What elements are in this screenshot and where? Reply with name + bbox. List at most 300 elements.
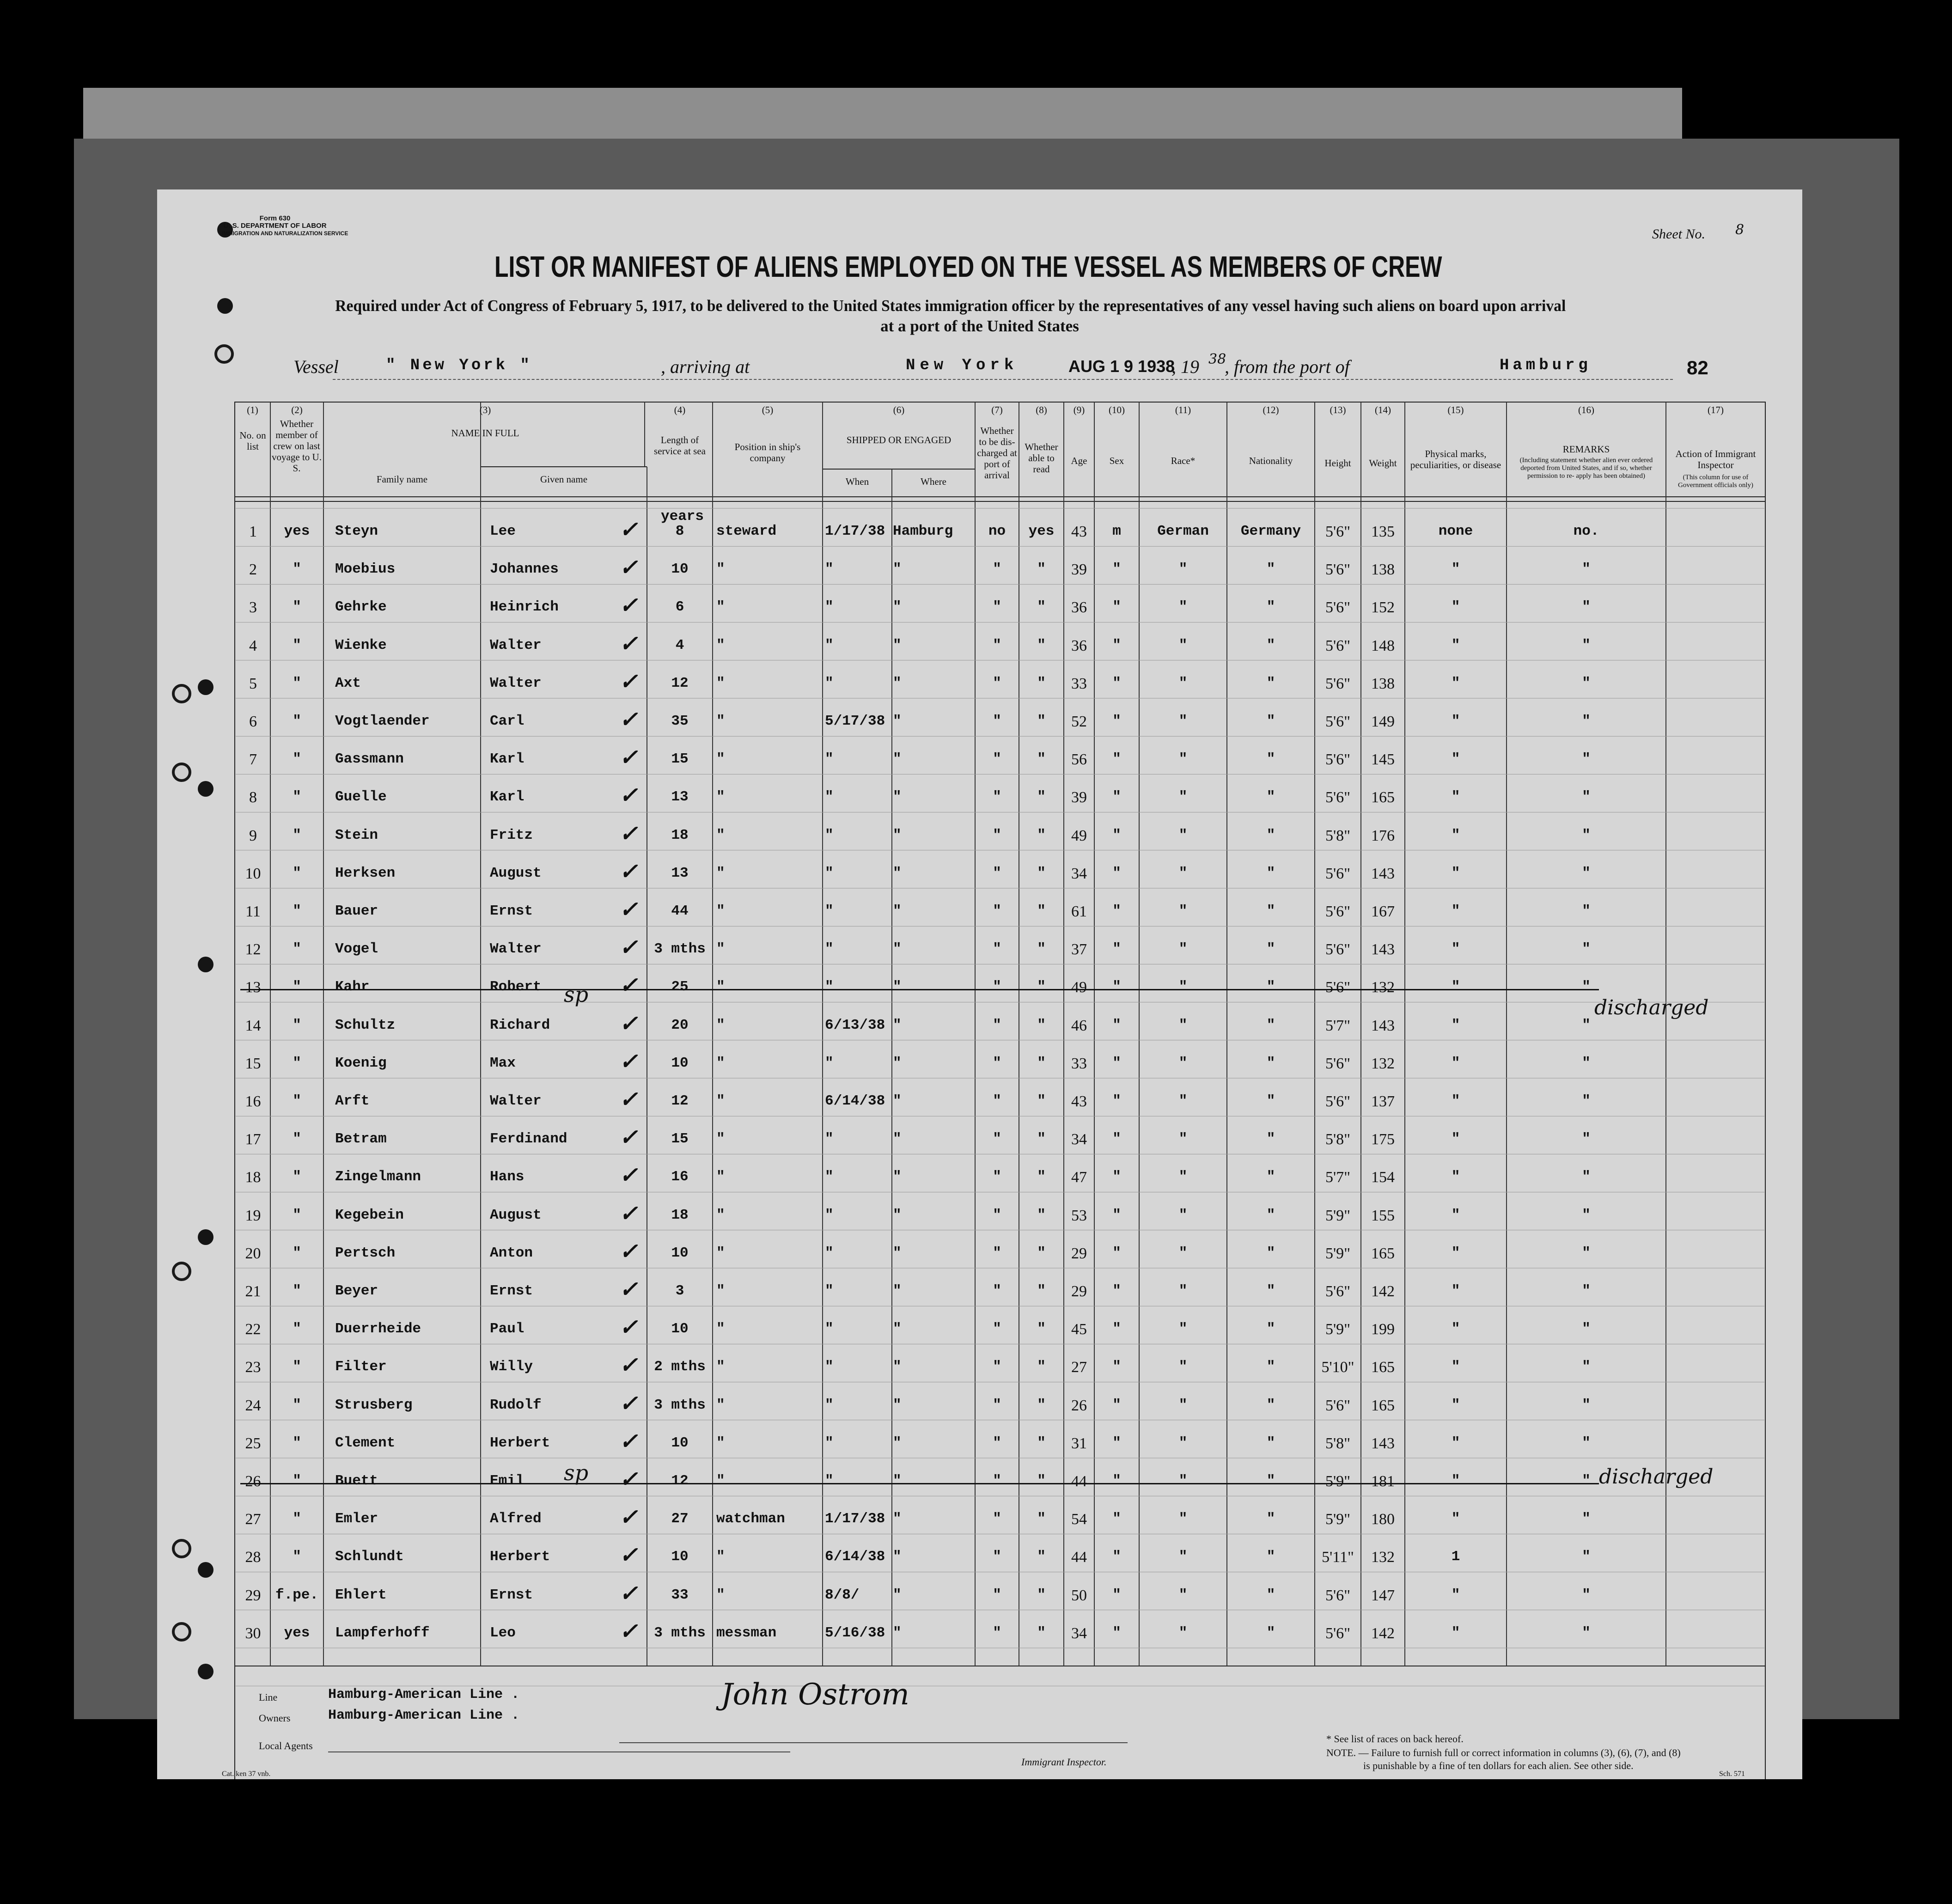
cell-marks: " xyxy=(1451,1321,1460,1337)
cell-service: 13 xyxy=(671,789,689,806)
cell-service: 33 xyxy=(671,1587,689,1603)
cell-sex: " xyxy=(1112,1017,1121,1033)
cell-given: Max xyxy=(490,1055,516,1071)
cell-where: " xyxy=(893,751,902,768)
cell-weight: 132 xyxy=(1371,1055,1395,1072)
header-inspector-action: Action of Immigrant Inspector xyxy=(1675,448,1756,470)
cell-where: Hamburg xyxy=(893,523,953,539)
cell-family: Moebius xyxy=(335,561,396,578)
cell-service: 10 xyxy=(671,1321,689,1337)
cell-service: 12 xyxy=(671,1473,689,1489)
cell-sex: m xyxy=(1112,523,1121,539)
cell-height: 5'6" xyxy=(1325,903,1350,920)
cell-age: 43 xyxy=(1071,523,1087,540)
check-mark-icon: ✓ xyxy=(619,1542,638,1568)
cell-read: " xyxy=(1037,827,1046,843)
cell-marks: " xyxy=(1451,561,1460,578)
cell-read: " xyxy=(1037,1624,1046,1641)
cell-marks: " xyxy=(1451,637,1460,653)
cell-disch: " xyxy=(993,941,1001,958)
check-mark-icon: ✓ xyxy=(619,517,638,543)
cell-where: " xyxy=(893,1321,902,1337)
cell-weight: 132 xyxy=(1371,979,1395,996)
cell-age: 56 xyxy=(1071,751,1087,769)
cell-weight: 181 xyxy=(1371,1473,1395,1490)
cell-where: " xyxy=(893,561,902,578)
cell-age: 34 xyxy=(1071,1131,1087,1148)
cell-marks: " xyxy=(1451,1511,1460,1527)
cell-height: 5'8" xyxy=(1325,1131,1350,1148)
cell-prev: " xyxy=(293,1131,301,1147)
cell-weight: 138 xyxy=(1371,675,1395,692)
cell-when: " xyxy=(825,979,834,995)
check-mark-icon: ✓ xyxy=(619,555,638,581)
check-mark-icon: ✓ xyxy=(619,707,638,732)
cell-family: Gassmann xyxy=(335,751,404,768)
cell-where: " xyxy=(893,1131,902,1147)
cell-family: Kegebein xyxy=(335,1207,404,1223)
col-num-7: (7) xyxy=(991,404,1003,415)
cell-height: 5'6" xyxy=(1325,1283,1350,1300)
header-nationality: Nationality xyxy=(1249,455,1293,466)
cell-read: " xyxy=(1037,1169,1046,1185)
cell-height: 5'9" xyxy=(1325,1245,1350,1262)
cell-position: " xyxy=(716,941,725,958)
cell-disch: " xyxy=(993,561,1001,578)
cell-family: Ehlert xyxy=(335,1587,387,1603)
cell-sex: " xyxy=(1112,1321,1121,1337)
sheet-number: 8 xyxy=(1735,222,1745,238)
check-mark-icon: ✓ xyxy=(619,934,638,961)
cell-no: 6 xyxy=(249,713,257,730)
cell-when: " xyxy=(825,827,834,843)
cell-service: 10 xyxy=(671,1549,689,1565)
cell-family: Filter xyxy=(335,1359,387,1375)
cell-where: " xyxy=(893,1093,902,1109)
cell-age: 39 xyxy=(1071,561,1087,579)
header-remarks-note: (Including statement whether alien ever ordered deported from United States, and if so, whether permission to re- apply has been obtained) xyxy=(1519,457,1653,480)
cell-given: Ernst xyxy=(490,1587,533,1603)
cell-no: 1 xyxy=(249,523,257,540)
cell-weight: 165 xyxy=(1371,1397,1395,1414)
cell-age: 54 xyxy=(1071,1511,1087,1528)
cell-height: 5'9" xyxy=(1325,1511,1350,1528)
check-mark-icon: ✓ xyxy=(619,1504,638,1531)
cell-race: " xyxy=(1178,1283,1188,1299)
check-mark-icon: ✓ xyxy=(619,745,638,771)
cell-prev: yes xyxy=(284,1624,310,1641)
cell-prev: " xyxy=(293,1245,301,1261)
check-mark-icon: ✓ xyxy=(619,782,638,809)
cell-weight: 199 xyxy=(1371,1321,1395,1338)
cell-remarks: " xyxy=(1582,1283,1591,1299)
cell-race: " xyxy=(1178,979,1188,995)
cell-race: " xyxy=(1178,1397,1188,1413)
cell-read: " xyxy=(1037,751,1046,768)
cell-family: Kahr xyxy=(335,979,370,995)
cell-when: " xyxy=(825,903,834,919)
cell-read: " xyxy=(1037,1359,1046,1375)
cell-position: " xyxy=(716,1169,725,1185)
cell-no: 22 xyxy=(245,1321,261,1338)
cell-race: " xyxy=(1178,827,1188,843)
cell-family: Emler xyxy=(335,1511,378,1527)
cell-remarks: " xyxy=(1582,1093,1591,1109)
cell-weight: 142 xyxy=(1371,1283,1395,1300)
header-race: Race* xyxy=(1171,455,1196,466)
cell-disch: " xyxy=(993,1169,1001,1185)
row13-discharged-note: discharged xyxy=(1594,996,1709,1019)
cell-age: 26 xyxy=(1071,1397,1087,1414)
departure-port: Hamburg xyxy=(1500,357,1592,374)
cell-service: 12 xyxy=(671,675,689,691)
col-num-3: (3) xyxy=(479,404,491,415)
cell-no: 3 xyxy=(249,599,257,616)
header-length-of-service: Length of service at sea xyxy=(654,434,706,457)
cell-family: Vogtlaender xyxy=(335,713,430,729)
cell-sex: " xyxy=(1112,865,1121,881)
cell-marks: " xyxy=(1451,1131,1460,1147)
cell-read: " xyxy=(1037,903,1046,919)
cell-height: 5'6" xyxy=(1325,1624,1350,1642)
header-sex: Sex xyxy=(1109,455,1124,466)
cell-where: " xyxy=(893,865,902,881)
cell-age: 50 xyxy=(1071,1587,1087,1604)
header-physical-marks: Physical marks, peculiarities, or disease xyxy=(1410,448,1501,470)
years-label: years xyxy=(661,508,704,525)
cell-read: " xyxy=(1037,1549,1046,1565)
cell-service: 13 xyxy=(671,865,689,881)
cell-prev: " xyxy=(293,1549,301,1565)
cell-remarks: " xyxy=(1582,1473,1591,1489)
cell-weight: 154 xyxy=(1371,1169,1395,1186)
cell-where: " xyxy=(893,1245,902,1261)
cell-position: " xyxy=(716,637,725,653)
cell-marks: " xyxy=(1451,1473,1460,1489)
cell-race: " xyxy=(1178,1359,1188,1375)
cell-given: August xyxy=(490,865,542,881)
cell-sex: " xyxy=(1112,1131,1121,1147)
header-when: When xyxy=(845,476,869,487)
department: U. S. DEPARTMENT OF LABOR xyxy=(223,222,327,230)
cell-weight: 143 xyxy=(1371,941,1395,958)
cell-marks: " xyxy=(1451,827,1460,843)
cell-disch: " xyxy=(993,637,1001,653)
cell-no: 30 xyxy=(245,1624,261,1642)
cell-read: " xyxy=(1037,941,1046,958)
cell-age: 52 xyxy=(1071,713,1087,730)
cell-when: " xyxy=(825,1207,834,1223)
cell-when: 6/14/38 xyxy=(825,1549,885,1565)
cell-where: " xyxy=(893,1283,902,1299)
cell-sex: " xyxy=(1112,561,1121,578)
cell-weight: 143 xyxy=(1371,865,1395,882)
cell-age: 61 xyxy=(1071,903,1087,920)
cell-disch: " xyxy=(993,1434,1001,1451)
cell-remarks: " xyxy=(1582,941,1591,958)
cell-when: 6/14/38 xyxy=(825,1093,885,1109)
cell-where: " xyxy=(893,1511,902,1527)
sheet-label: Sheet No. xyxy=(1652,226,1705,242)
check-mark-icon: ✓ xyxy=(619,1276,638,1302)
cell-given: Emil xyxy=(490,1473,525,1489)
cell-race: " xyxy=(1178,1511,1188,1527)
cell-given: Herbert xyxy=(490,1549,550,1565)
cell-prev: " xyxy=(293,599,301,616)
check-mark-icon: ✓ xyxy=(619,1124,638,1151)
cell-position: " xyxy=(716,1283,725,1299)
check-mark-icon: ✓ xyxy=(619,1200,638,1227)
cell-remarks: " xyxy=(1582,789,1591,806)
cell-sex: " xyxy=(1112,1434,1121,1451)
cell-nationality: " xyxy=(1266,865,1275,881)
cell-service: 6 xyxy=(675,599,684,616)
cell-when: " xyxy=(825,1245,834,1261)
page-title: LIST OR MANIFEST OF ALIENS EMPLOYED ON THE VESSEL AS MEMBERS OF CREW xyxy=(494,250,1442,283)
cell-age: 33 xyxy=(1071,675,1087,692)
cell-age: 34 xyxy=(1071,1624,1087,1642)
col-num-10: (10) xyxy=(1109,404,1125,415)
cell-service: 18 xyxy=(671,1207,689,1223)
arrival-date-stamp: AUG 1 9 1938 xyxy=(1068,357,1175,376)
cell-age: 37 xyxy=(1071,941,1087,958)
cell-marks: none xyxy=(1438,523,1473,539)
cell-weight: 152 xyxy=(1371,599,1395,616)
cell-disch: " xyxy=(993,979,1001,995)
cell-prev: " xyxy=(293,1321,301,1337)
cell-family: Schultz xyxy=(335,1017,396,1033)
cell-disch: " xyxy=(993,675,1001,691)
cell-prev: " xyxy=(293,561,301,578)
cell-nationality: " xyxy=(1266,675,1275,691)
cell-read: " xyxy=(1037,1207,1046,1223)
cell-no: 26 xyxy=(245,1473,261,1490)
cell-height: 5'8" xyxy=(1325,1434,1350,1452)
vessel-label: Vessel xyxy=(293,356,339,377)
cell-position: " xyxy=(716,675,725,691)
cell-age: 34 xyxy=(1071,865,1087,882)
cell-disch: " xyxy=(993,1321,1001,1337)
arrival-port: New York xyxy=(906,357,1019,374)
cell-nationality: " xyxy=(1266,1321,1275,1337)
cell-prev: " xyxy=(293,1017,301,1033)
col-num-13: (13) xyxy=(1330,404,1346,415)
cell-given: August xyxy=(490,1207,542,1223)
cell-family: Buett xyxy=(335,1473,378,1489)
cell-prev: " xyxy=(293,903,301,919)
cell-no: 13 xyxy=(245,979,261,996)
cell-no: 24 xyxy=(245,1397,261,1414)
cell-position: " xyxy=(716,1093,725,1109)
cell-nationality: " xyxy=(1266,1283,1275,1299)
cell-no: 11 xyxy=(245,903,261,920)
cell-service: 3 xyxy=(675,1283,684,1299)
cell-prev: yes xyxy=(284,523,310,539)
footer-agents-rule xyxy=(328,1751,790,1752)
cell-prev: " xyxy=(293,1473,301,1489)
cell-marks: " xyxy=(1451,1169,1460,1185)
cell-race: " xyxy=(1178,1245,1188,1261)
cell-race: " xyxy=(1178,1434,1188,1451)
cell-read: " xyxy=(1037,1055,1046,1071)
check-mark-icon: ✓ xyxy=(619,1466,638,1492)
cell-no: 17 xyxy=(245,1131,261,1148)
cell-race: " xyxy=(1178,865,1188,881)
cell-remarks: no. xyxy=(1573,523,1599,539)
from-port-label: , from the port of xyxy=(1225,356,1350,377)
cell-sex: " xyxy=(1112,1207,1121,1223)
cell-height: 5'6" xyxy=(1325,751,1350,769)
cell-prev: " xyxy=(293,1207,301,1223)
cell-given: Ernst xyxy=(490,903,533,919)
cell-prev: " xyxy=(293,1359,301,1375)
cell-race: " xyxy=(1178,1169,1188,1185)
cell-height: 5'11" xyxy=(1322,1549,1354,1566)
cell-family: Duerrheide xyxy=(335,1321,421,1337)
cell-where: " xyxy=(893,1359,902,1375)
cell-remarks: " xyxy=(1582,1549,1591,1565)
cell-position: " xyxy=(716,561,725,578)
col-num-14: (14) xyxy=(1375,404,1391,415)
cell-no: 19 xyxy=(245,1207,261,1224)
cell-marks: " xyxy=(1451,1587,1460,1603)
cell-read: " xyxy=(1037,1017,1046,1033)
cell-remarks: " xyxy=(1582,599,1591,616)
col-num-16: (16) xyxy=(1578,404,1594,415)
cell-age: 44 xyxy=(1071,1473,1087,1490)
cell-prev: " xyxy=(293,713,301,729)
cell-marks: " xyxy=(1451,1434,1460,1451)
footer-note xyxy=(1326,1747,1681,1759)
cell-when: " xyxy=(825,637,834,653)
cell-read: " xyxy=(1037,865,1046,881)
cell-position: " xyxy=(716,1587,725,1603)
strike-through-line xyxy=(240,1483,1599,1484)
cell-sex: " xyxy=(1112,1549,1121,1565)
cell-prev: " xyxy=(293,827,301,843)
cell-disch: " xyxy=(993,1624,1001,1641)
check-mark-icon: ✓ xyxy=(619,1238,638,1264)
check-mark-icon: ✓ xyxy=(619,630,638,657)
cell-given: Johannes xyxy=(490,561,559,578)
cell-when: " xyxy=(825,1397,834,1413)
cell-weight: 165 xyxy=(1371,1245,1395,1262)
cell-remarks: " xyxy=(1582,1207,1591,1223)
cell-given: Ferdinand xyxy=(490,1131,567,1147)
cell-race: " xyxy=(1178,1131,1188,1147)
cell-disch: no xyxy=(988,523,1006,539)
cell-weight: 137 xyxy=(1371,1093,1395,1110)
header-discharged: Whether to be dis- charged at port of arrival xyxy=(977,425,1017,481)
cell-disch: " xyxy=(993,599,1001,616)
col-num-5: (5) xyxy=(762,404,774,415)
check-mark-icon: ✓ xyxy=(619,668,638,695)
cell-weight: 143 xyxy=(1371,1017,1395,1034)
cell-remarks: " xyxy=(1582,1321,1591,1337)
cell-race: " xyxy=(1178,903,1188,919)
cell-given: Walter xyxy=(490,941,542,958)
cell-marks: " xyxy=(1451,713,1460,729)
cell-age: 49 xyxy=(1071,827,1087,844)
cell-no: 18 xyxy=(245,1169,261,1186)
cell-sex: " xyxy=(1112,1587,1121,1603)
cell-service: 12 xyxy=(671,1093,689,1109)
cell-marks: " xyxy=(1451,1245,1460,1261)
cell-marks: " xyxy=(1451,1017,1460,1033)
cell-no: 15 xyxy=(245,1055,261,1072)
col-num-4: (4) xyxy=(674,404,686,415)
cell-height: 5'6" xyxy=(1325,789,1350,806)
cell-prev: " xyxy=(293,1055,301,1071)
cell-disch: " xyxy=(993,1359,1001,1375)
cell-position: " xyxy=(716,1549,725,1565)
cell-age: 29 xyxy=(1071,1245,1087,1262)
cell-marks: 1 xyxy=(1451,1549,1460,1565)
cell-age: 47 xyxy=(1071,1169,1087,1186)
cell-height: 5'6" xyxy=(1325,713,1350,730)
cell-when: " xyxy=(825,789,834,806)
cell-nationality: " xyxy=(1266,751,1275,768)
footer-line-value: Hamburg-American Line . xyxy=(328,1687,520,1703)
cell-prev: f.pe. xyxy=(275,1587,318,1603)
cell-where: " xyxy=(893,637,902,653)
cell-family: Guelle xyxy=(335,789,387,806)
cell-age: 43 xyxy=(1071,1093,1087,1110)
cell-prev: " xyxy=(293,675,301,691)
cell-remarks: " xyxy=(1582,751,1591,768)
cell-given: Karl xyxy=(490,751,525,768)
cell-no: 14 xyxy=(245,1017,261,1034)
cell-family: Vogel xyxy=(335,941,378,958)
cell-age: 44 xyxy=(1071,1549,1087,1566)
cell-disch: " xyxy=(993,789,1001,806)
footer-inspector-label: Immigrant Inspector. xyxy=(1021,1756,1107,1768)
vessel-name: " New York " xyxy=(386,357,532,374)
cell-given: Hans xyxy=(490,1169,525,1185)
cell-weight: 149 xyxy=(1371,713,1395,730)
cell-race: " xyxy=(1178,941,1188,958)
cell-where: " xyxy=(893,675,902,691)
cell-remarks: " xyxy=(1582,675,1591,691)
cell-given: Willy xyxy=(490,1359,533,1375)
cell-height: 5'6" xyxy=(1325,1587,1350,1604)
cell-nationality: " xyxy=(1266,827,1275,843)
cell-race: " xyxy=(1178,1587,1188,1603)
cell-nationality: " xyxy=(1266,561,1275,578)
cell-height: 5'6" xyxy=(1325,941,1350,958)
strike-through-line xyxy=(240,989,1599,990)
cell-nationality: " xyxy=(1266,1587,1275,1603)
cell-given: Richard xyxy=(490,1017,550,1033)
cell-race: " xyxy=(1178,789,1188,806)
cell-position: " xyxy=(716,789,725,806)
cell-remarks: " xyxy=(1582,637,1591,653)
cell-where: " xyxy=(893,1169,902,1185)
cell-family: Bauer xyxy=(335,903,378,919)
cell-when: " xyxy=(825,1473,834,1489)
cell-read: " xyxy=(1037,1587,1046,1603)
cell-sex: " xyxy=(1112,599,1121,616)
cell-age: 53 xyxy=(1071,1207,1087,1224)
cell-when: 8/8/ xyxy=(825,1587,860,1603)
cell-service: 15 xyxy=(671,1131,689,1147)
cell-position: " xyxy=(716,1131,725,1147)
cell-where: " xyxy=(893,1055,902,1071)
check-mark-icon: ✓ xyxy=(619,1390,638,1416)
cell-given: Walter xyxy=(490,1093,542,1109)
footer-note-text-1: — Failure to furnish full or correct information in columns (3), (6), (7), and (8) xyxy=(1358,1747,1681,1758)
cell-race: " xyxy=(1178,751,1188,768)
